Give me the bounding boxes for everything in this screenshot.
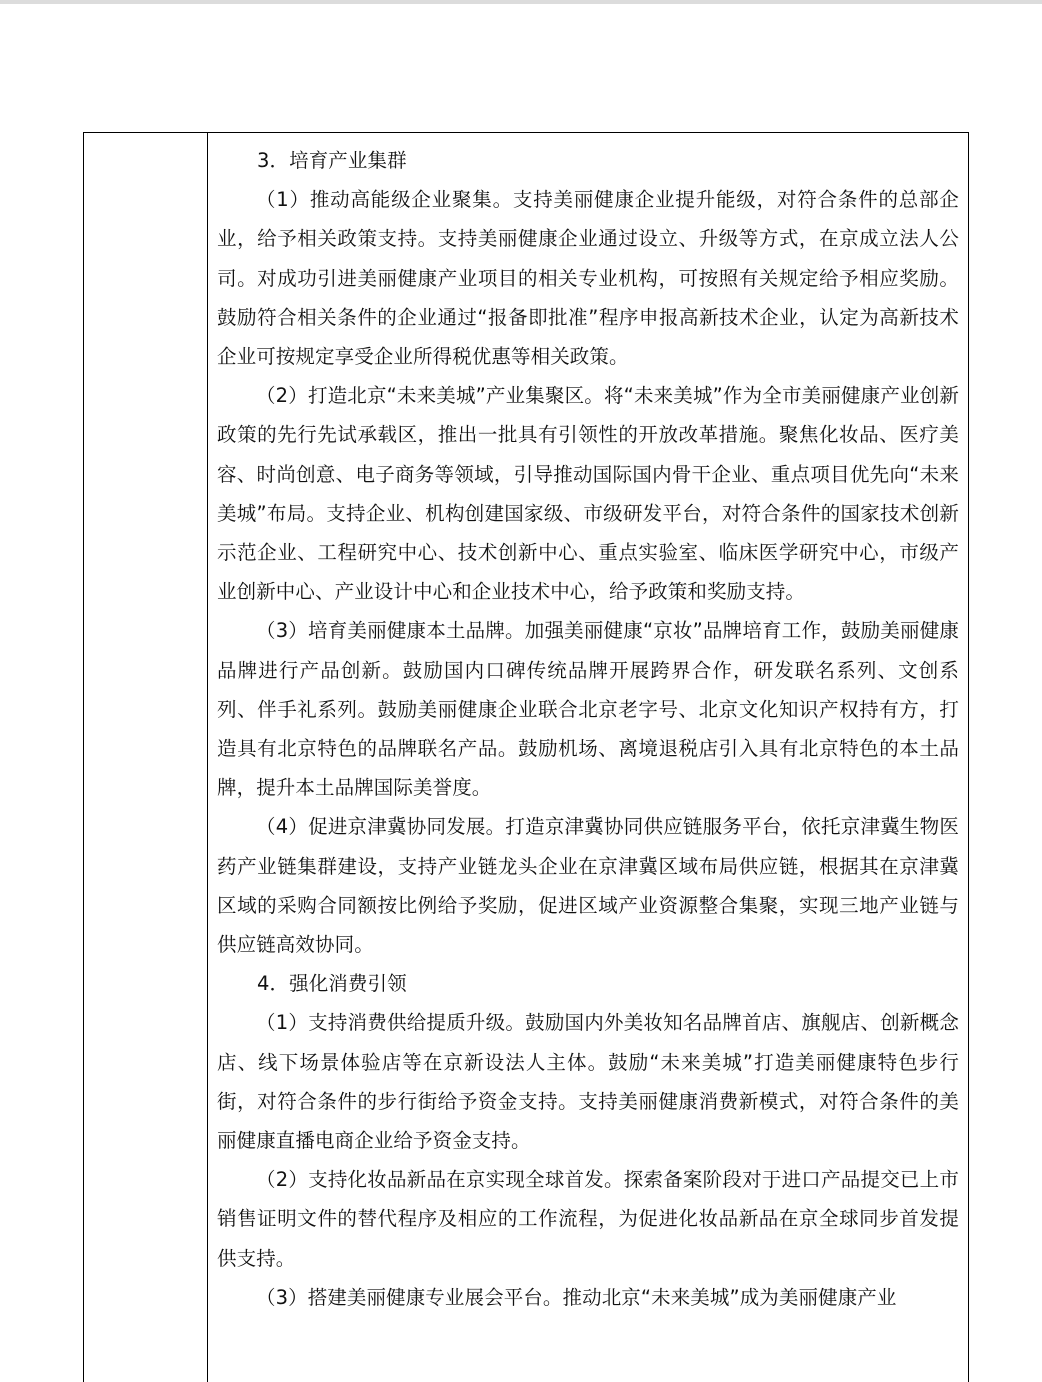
section-heading-4: 4．强化消费引领 — [257, 972, 407, 996]
document-table — [83, 132, 969, 1382]
top-strip — [0, 0, 1042, 4]
paragraph-4-1: （1）支持消费供给提质升级。鼓励国内外美妆知名品牌首店、旗舰店、创新概念店、线下场景体验店等在京新设法人主体。鼓励“未来美城”打造美丽健康特色步行街，对符合条件的步行街给予资金支持。支持美丽健康消费新模式，对符合条件的美丽健康直播电商企业给予资金支持。 — [217, 1011, 959, 1153]
table-content-cell — [217, 141, 959, 1317]
paragraph-4-2: （2）支持化妆品新品在京实现全球首发。探索备案阶段对于进口产品提交已上市销售证明文件的替代程序及相应的工作流程，为促进化妆品新品在京全球同步首发提供支持。 — [217, 1168, 959, 1270]
paragraph-3-1: （1）推动高能级企业聚集。支持美丽健康企业提升能级，对符合条件的总部企业，给予相关政策支持。支持美丽健康企业通过设立、升级等方式，在京成立法人公司。对成功引进美丽健康产业项目的相关专业机构，可按照有关规定给予相应奖励。鼓励符合相关条件的企业通过“报备即批准”程序申报高新技术企业，认定为高新技术企业可按规定享受企业所得税优惠等相关政策。 — [217, 188, 959, 369]
paragraph-4-3: （3）搭建美丽健康专业展会平台。推动北京“未来美城”成为美丽健康产业 — [256, 1285, 897, 1309]
section-heading-3: 3．培育产业集群 — [257, 149, 407, 172]
paragraph-3-4: （4）促进京津冀协同发展。打造京津冀协同供应链服务平台，依托京津冀生物医药产业链集群建设，支持产业链龙头企业在京津冀区域布局供应链，根据其在京津冀区域的采购合同额按比例给予奖励，促进区域产业资源整合集聚，实现三地产业链与供应链高效协同。 — [217, 815, 959, 957]
column-divider — [207, 133, 208, 1382]
paragraph-3-3: （3）培育美丽健康本土品牌。加强美丽健康“京妆”品牌培育工作，鼓励美丽健康品牌进行产品创新。鼓励国内口碑传统品牌开展跨界合作，研发联名系列、文创系列、伴手礼系列。鼓励美丽健康企业联合北京老字号、北京文化知识产权持有方，打造具有北京特色的品牌联名产品。鼓励机场、离境退税店引入具有北京特色的本土品牌，提升本土品牌国际美誉度。 — [217, 619, 959, 800]
paragraph-3-2: （2）打造北京“未来美城”产业集聚区。将“未来美城”作为全市美丽健康产业创新政策的先行先试承载区，推出一批具有引领性的开放改革措施。聚焦化妆品、医疗美容、时尚创意、电子商务等领域，引导推动国际国内骨干企业、重点项目优先向“未来美城”布局。支持企业、机构创建国家级、市级研发平台，对符合条件的国家技术创新示范企业、工程研究中心、技术创新中心、重点实验室、临床医学研究中心，市级产业创新中心、产业设计中心和企业技术中心，给予政策和奖励支持。 — [217, 384, 959, 604]
